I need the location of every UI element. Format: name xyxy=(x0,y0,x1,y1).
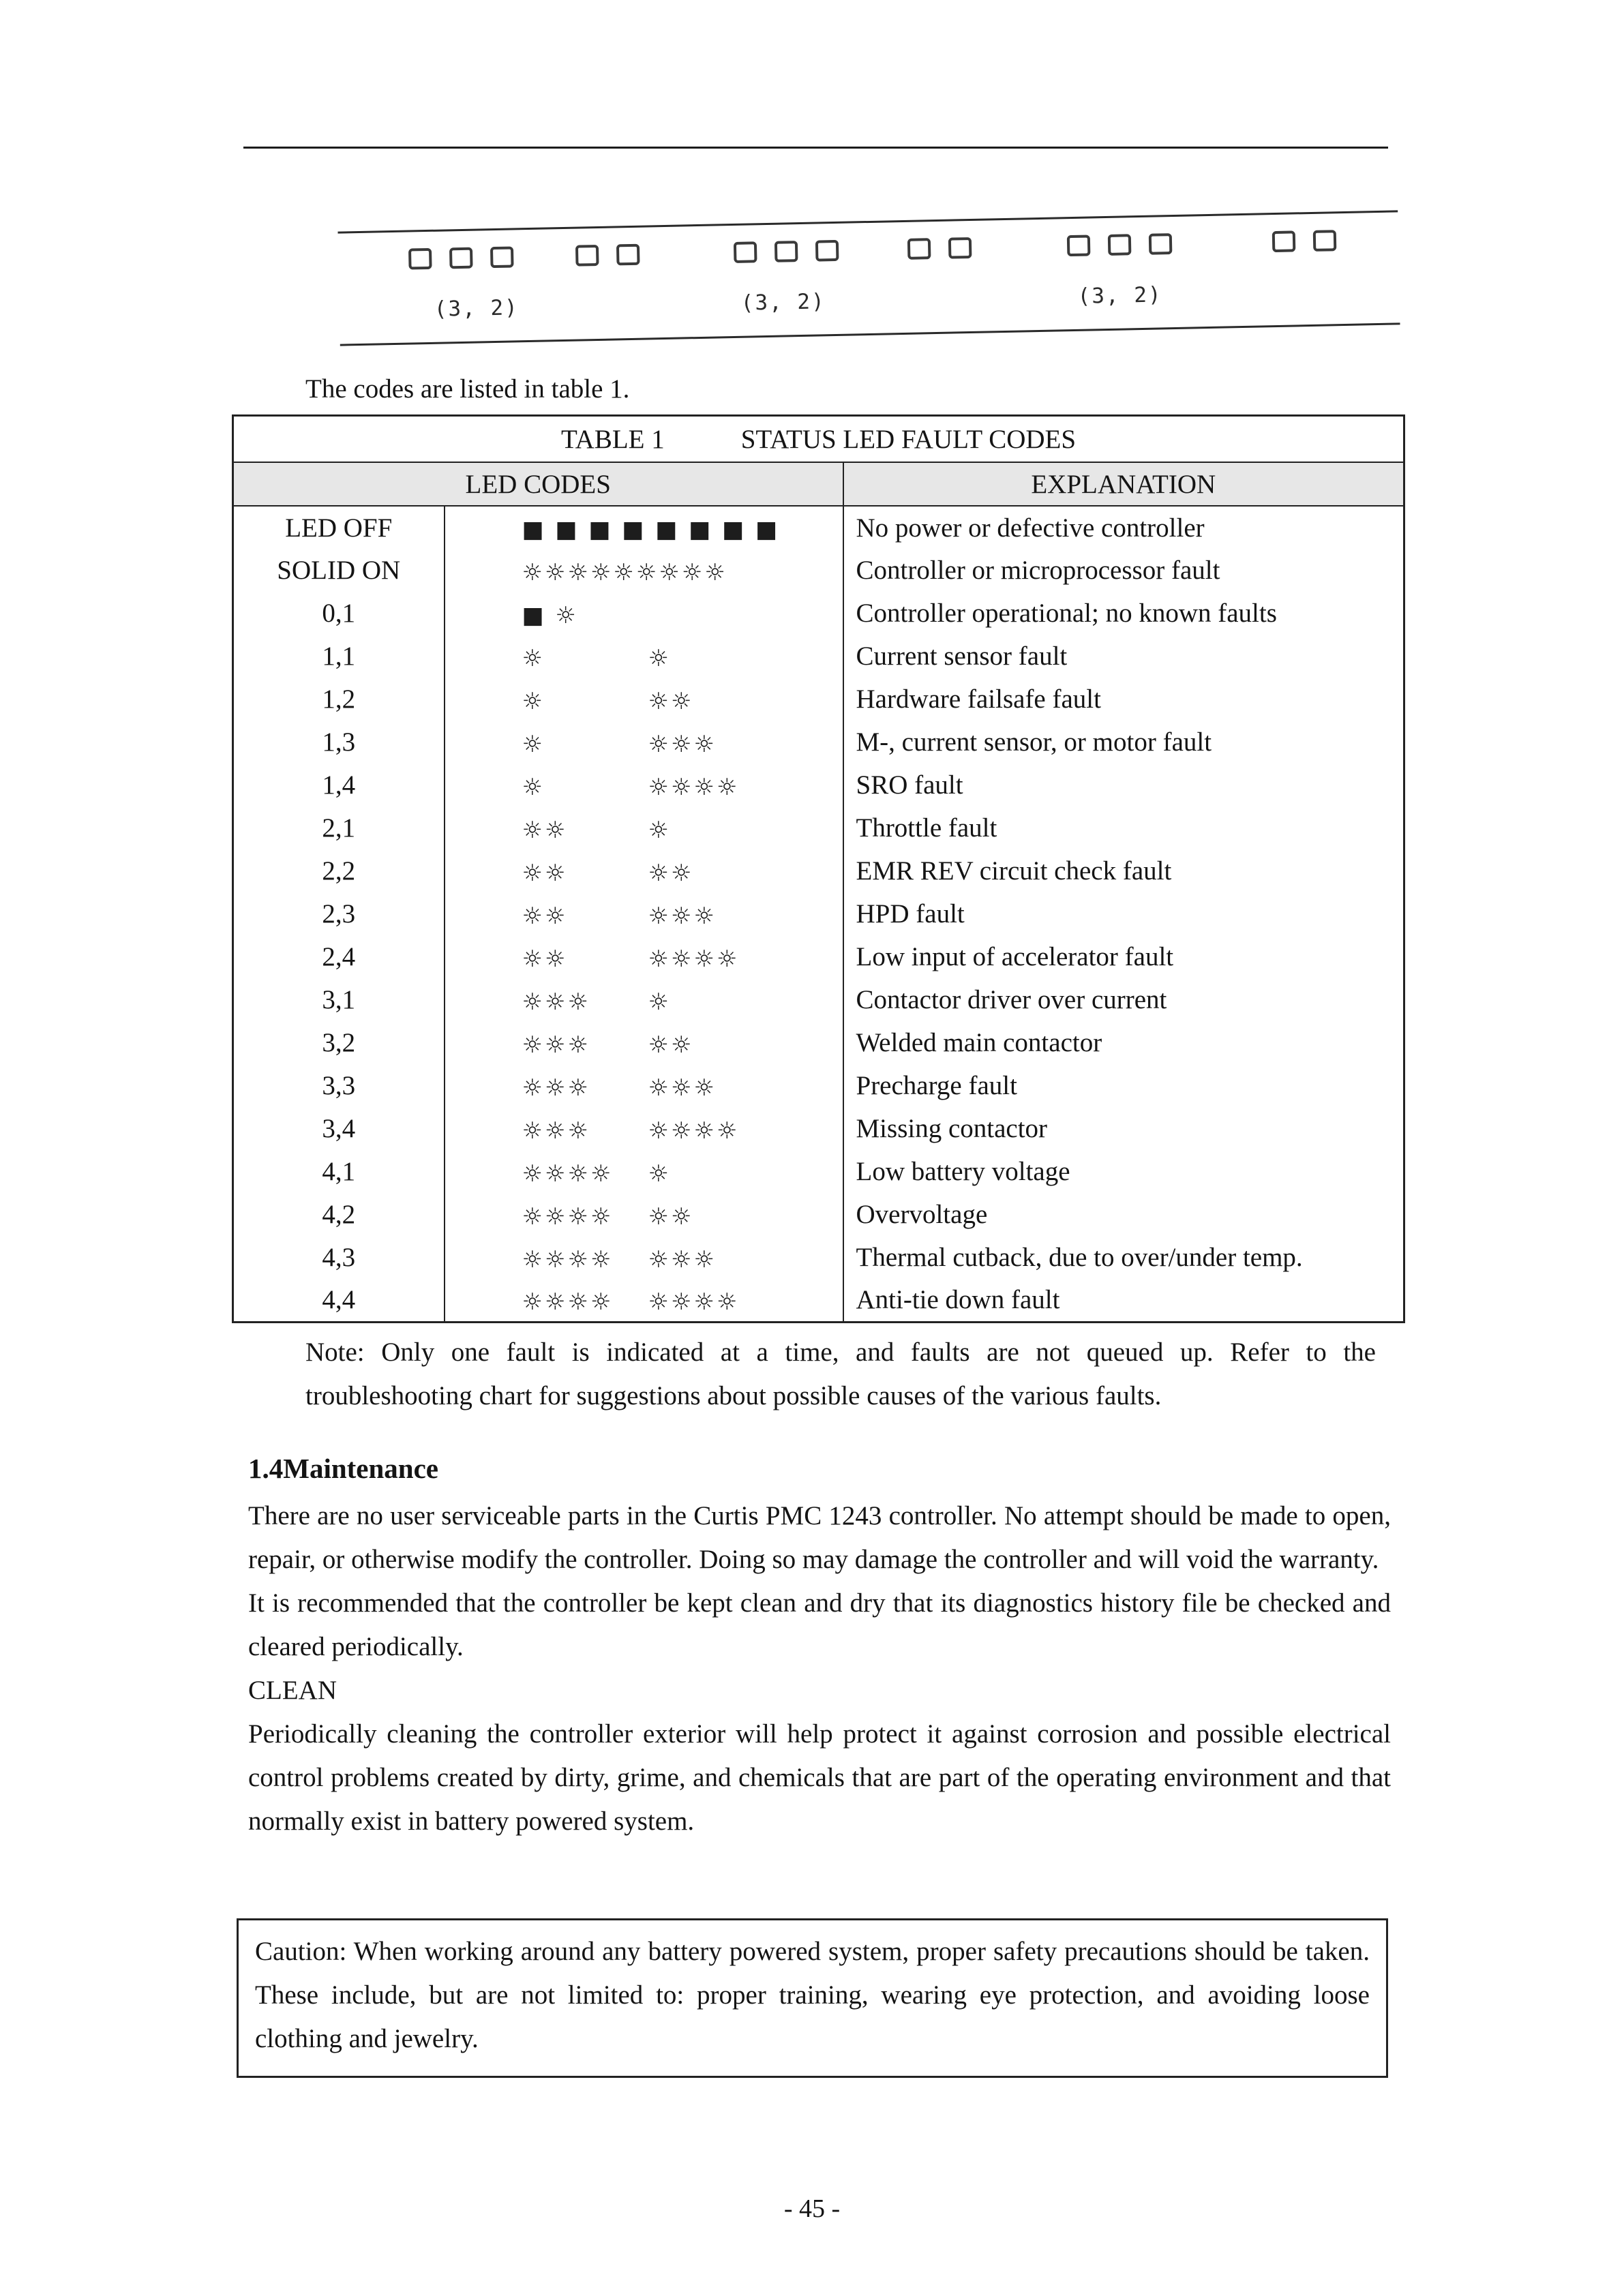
led-pattern-group1: ☼ xyxy=(522,773,545,801)
led-pattern-group2: ☼☼ xyxy=(648,1031,694,1059)
led-square-icon xyxy=(815,240,839,262)
fault-explanation: Throttle fault xyxy=(856,813,997,843)
fault-table-head xyxy=(233,416,1404,507)
led-pattern xyxy=(445,1021,843,1064)
led-pattern-group1: ☼☼☼☼ xyxy=(522,1288,614,1316)
fault-explanation: Thermal cutback, due to over/under temp. xyxy=(856,1243,1303,1272)
led-square-group xyxy=(1067,233,1173,256)
table-title-row xyxy=(233,416,1404,463)
fault-explanation: Current sensor fault xyxy=(856,641,1068,671)
fault-explanation: Low input of accelerator fault xyxy=(856,942,1174,971)
led-code-label: 1,3 xyxy=(233,721,445,764)
led-code-label: 2,3 xyxy=(233,892,445,935)
fault-explanation: Precharge fault xyxy=(856,1071,1017,1100)
led-pattern-group1: ■ ☼ xyxy=(522,601,578,629)
fault-table-row xyxy=(233,764,1404,806)
led-pattern-group1: ☼☼ xyxy=(522,945,568,973)
fault-table-row xyxy=(233,935,1404,978)
led-square-group xyxy=(1272,230,1337,252)
led-pattern-group2: ☼☼☼☼ xyxy=(648,1288,740,1316)
fault-explanation: SRO fault xyxy=(856,770,963,800)
led-code-label: 4,4 xyxy=(233,1279,445,1322)
led-pattern xyxy=(445,1064,843,1107)
fault-table-row xyxy=(233,1021,1404,1064)
table-title xyxy=(235,424,1402,455)
fault-explanation: M-, current sensor, or motor fault xyxy=(856,727,1212,757)
fault-table-body xyxy=(233,506,1404,1322)
table-header-row xyxy=(233,462,1404,506)
led-square-icon xyxy=(408,248,432,270)
fault-explanation: Anti-tie down fault xyxy=(856,1285,1060,1315)
led-pattern-group1: ☼ xyxy=(522,687,545,715)
led-code-label: 3,1 xyxy=(233,978,445,1021)
fault-explanation: HPD fault xyxy=(856,899,965,928)
header-rule xyxy=(243,147,1388,149)
page-number: - 45 - xyxy=(783,2194,841,2223)
led-square-icon xyxy=(616,244,640,266)
led-pattern xyxy=(445,892,843,935)
led-pattern xyxy=(445,506,843,549)
led-pattern xyxy=(445,1107,843,1150)
led-code-label: 0,1 xyxy=(233,592,445,635)
flash-code-label: (3, 2) xyxy=(1077,282,1162,309)
led-square-icon xyxy=(1149,233,1173,255)
led-pattern-group1: ☼ xyxy=(522,644,545,672)
led-code-label: LED OFF xyxy=(233,506,445,549)
led-pattern-group1: ■ ■ ■ ■ ■ ■ ■ ■ xyxy=(522,516,780,544)
fault-table-row xyxy=(233,806,1404,849)
fault-table-row xyxy=(233,1150,1404,1193)
fault-table-row xyxy=(233,1279,1404,1322)
maintenance-paragraph-1: There are no user serviceable parts in the Curtis PMC 1243 controller. No attempt should be made to open, repair, or otherwise modify the controller. Doing so may damage the controller and will void the warranty. xyxy=(248,1501,1391,1574)
led-pattern-group2: ☼ xyxy=(648,644,671,672)
fault-table-row xyxy=(233,678,1404,721)
led-pattern-group2: ☼ xyxy=(648,988,671,1016)
led-pattern-group1: ☼☼☼☼☼☼☼☼☼ xyxy=(522,558,727,586)
intro-text: The codes are listed in table 1. xyxy=(305,374,630,404)
led-pattern-group1: ☼☼☼ xyxy=(522,1117,590,1145)
led-square-group xyxy=(575,244,640,267)
fault-table-row xyxy=(233,635,1404,678)
led-square-icon xyxy=(948,237,972,259)
fault-explanation: Controller or microprocessor fault xyxy=(856,556,1220,585)
led-code-label: 4,2 xyxy=(233,1193,445,1236)
led-pattern-group2: ☼☼☼ xyxy=(648,730,717,758)
fault-explanation: No power or defective controller xyxy=(856,513,1205,543)
led-pattern-group1: ☼ xyxy=(522,730,545,758)
fault-table-row xyxy=(233,978,1404,1021)
led-code-label: 2,1 xyxy=(233,806,445,849)
led-pattern xyxy=(445,1279,843,1322)
led-square-group xyxy=(734,240,839,263)
fault-table-row xyxy=(233,849,1404,892)
led-code-label: 4,3 xyxy=(233,1236,445,1279)
led-square-icon xyxy=(1108,234,1132,256)
led-pattern xyxy=(445,635,843,678)
led-code-label: 4,1 xyxy=(233,1150,445,1193)
led-square-icon xyxy=(775,241,798,262)
led-square-icon xyxy=(449,247,473,269)
flash-code-label: (3, 2) xyxy=(434,295,520,322)
table-caption-label: STATUS LED FAULT CODES xyxy=(740,424,1077,454)
led-code-label: SOLID ON xyxy=(233,549,445,592)
table-note: Note: Only one fault is indicated at a time, and faults are not queued up. Refer to the troubleshooting chart for suggestions about possible causes of the various faults. xyxy=(305,1338,1376,1410)
led-square-group xyxy=(408,246,514,269)
led-code-label: 1,2 xyxy=(233,678,445,721)
led-square-icon xyxy=(490,246,514,268)
led-code-label: 3,3 xyxy=(233,1064,445,1107)
led-code-label: 1,4 xyxy=(233,764,445,806)
table-number-label: TABLE 1 xyxy=(560,424,665,454)
led-pattern-group1: ☼☼☼ xyxy=(522,1031,590,1059)
led-pattern xyxy=(445,806,843,849)
fault-table-row xyxy=(233,506,1404,549)
led-pattern xyxy=(445,1150,843,1193)
led-pattern xyxy=(445,1236,843,1279)
fault-table-row xyxy=(233,1064,1404,1107)
led-pattern xyxy=(445,764,843,806)
led-pattern-group2: ☼☼ xyxy=(648,1203,694,1230)
led-pattern xyxy=(445,1193,843,1236)
led-square-icon xyxy=(734,241,757,263)
led-square-icon xyxy=(907,238,931,260)
led-pattern-group1: ☼☼☼☼ xyxy=(522,1245,614,1273)
led-squares-row xyxy=(338,212,1400,344)
led-pattern-group2: ☼☼☼ xyxy=(648,1074,717,1102)
led-pattern-group2: ☼☼☼☼ xyxy=(648,1117,740,1145)
led-pattern xyxy=(445,549,843,592)
led-code-label: 1,1 xyxy=(233,635,445,678)
flash-code-label: (3, 2) xyxy=(740,289,826,316)
fault-table-row xyxy=(233,1193,1404,1236)
fault-table-row xyxy=(233,1107,1404,1150)
maintenance-paragraph-3: Periodically cleaning the controller exterior will help protect it against corrosion and possible electrical control problems created by dirty, grime, and chemicals that are part of the operating environment and that normally exist in battery powered system. xyxy=(248,1719,1391,1836)
fault-table-row xyxy=(233,1236,1404,1279)
explanation-header: EXPLANATION xyxy=(843,462,1404,506)
led-pattern-group2: ☼☼ xyxy=(648,687,694,715)
fault-explanation: Controller operational; no known faults xyxy=(856,599,1277,628)
fault-table-row xyxy=(233,892,1404,935)
led-pattern-group1: ☼☼☼ xyxy=(522,1074,590,1102)
led-square-icon xyxy=(1313,230,1337,252)
led-pattern-group1: ☼☼ xyxy=(522,859,568,887)
led-pattern xyxy=(445,592,843,635)
led-pattern-group1: ☼☼ xyxy=(522,816,568,844)
fault-explanation: Low battery voltage xyxy=(856,1157,1070,1186)
led-code-label: 2,2 xyxy=(233,849,445,892)
led-flash-diagram xyxy=(337,210,1400,346)
led-pattern-group2: ☼ xyxy=(648,816,671,844)
led-pattern-group1: ☼☼ xyxy=(522,902,568,930)
led-pattern-group2: ☼☼ xyxy=(648,859,694,887)
fault-explanation: EMR REV circuit check fault xyxy=(856,856,1172,886)
led-code-label: 2,4 xyxy=(233,935,445,978)
led-pattern-group2: ☼☼☼☼ xyxy=(648,773,740,801)
fault-explanation: Hardware failsafe fault xyxy=(856,684,1101,714)
led-pattern xyxy=(445,935,843,978)
fault-explanation: Welded main contactor xyxy=(856,1028,1102,1057)
led-pattern-group1: ☼☼☼☼ xyxy=(522,1160,614,1188)
fault-table-row xyxy=(233,721,1404,764)
fault-explanation: Missing contactor xyxy=(856,1114,1048,1143)
led-pattern-group2: ☼ xyxy=(648,1160,671,1188)
led-code-label: 3,4 xyxy=(233,1107,445,1150)
clean-label: CLEAN xyxy=(248,1676,337,1705)
fault-explanation: Overvoltage xyxy=(856,1200,988,1229)
caution-box xyxy=(237,1918,1388,2078)
fault-code-table xyxy=(232,414,1405,1323)
led-square-icon xyxy=(575,245,599,267)
led-square-icon xyxy=(1067,235,1091,256)
led-pattern-group2: ☼☼☼ xyxy=(648,902,717,930)
led-codes-header: LED CODES xyxy=(233,462,843,506)
fault-table-row xyxy=(233,592,1404,635)
maintenance-body xyxy=(248,1494,1391,1843)
led-pattern-group1: ☼☼☼☼ xyxy=(522,1203,614,1230)
led-pattern xyxy=(445,978,843,1021)
maintenance-heading: 1.4Maintenance xyxy=(248,1453,438,1484)
led-pattern-group1: ☼☼☼ xyxy=(522,988,590,1016)
led-pattern-group2: ☼☼☼☼ xyxy=(648,945,740,973)
led-pattern xyxy=(445,849,843,892)
led-code-label: 3,2 xyxy=(233,1021,445,1064)
led-square-group xyxy=(907,237,972,260)
led-pattern-group2: ☼☼☼ xyxy=(648,1245,717,1273)
caution-text: Caution: When working around any battery powered system, proper safety precautions should be taken. These include, but are not limited to: proper training, wearing eye protection, and avoiding loose clothing and jewelry. xyxy=(255,1937,1370,2053)
fault-table-row xyxy=(233,549,1404,592)
led-pattern xyxy=(445,678,843,721)
led-pattern xyxy=(445,721,843,764)
maintenance-paragraph-2: It is recommended that the controller be kept clean and dry that its diagnostics history file be checked and cleared periodically. xyxy=(248,1588,1391,1661)
led-square-icon xyxy=(1272,230,1296,252)
fault-explanation: Contactor driver over current xyxy=(856,985,1167,1014)
